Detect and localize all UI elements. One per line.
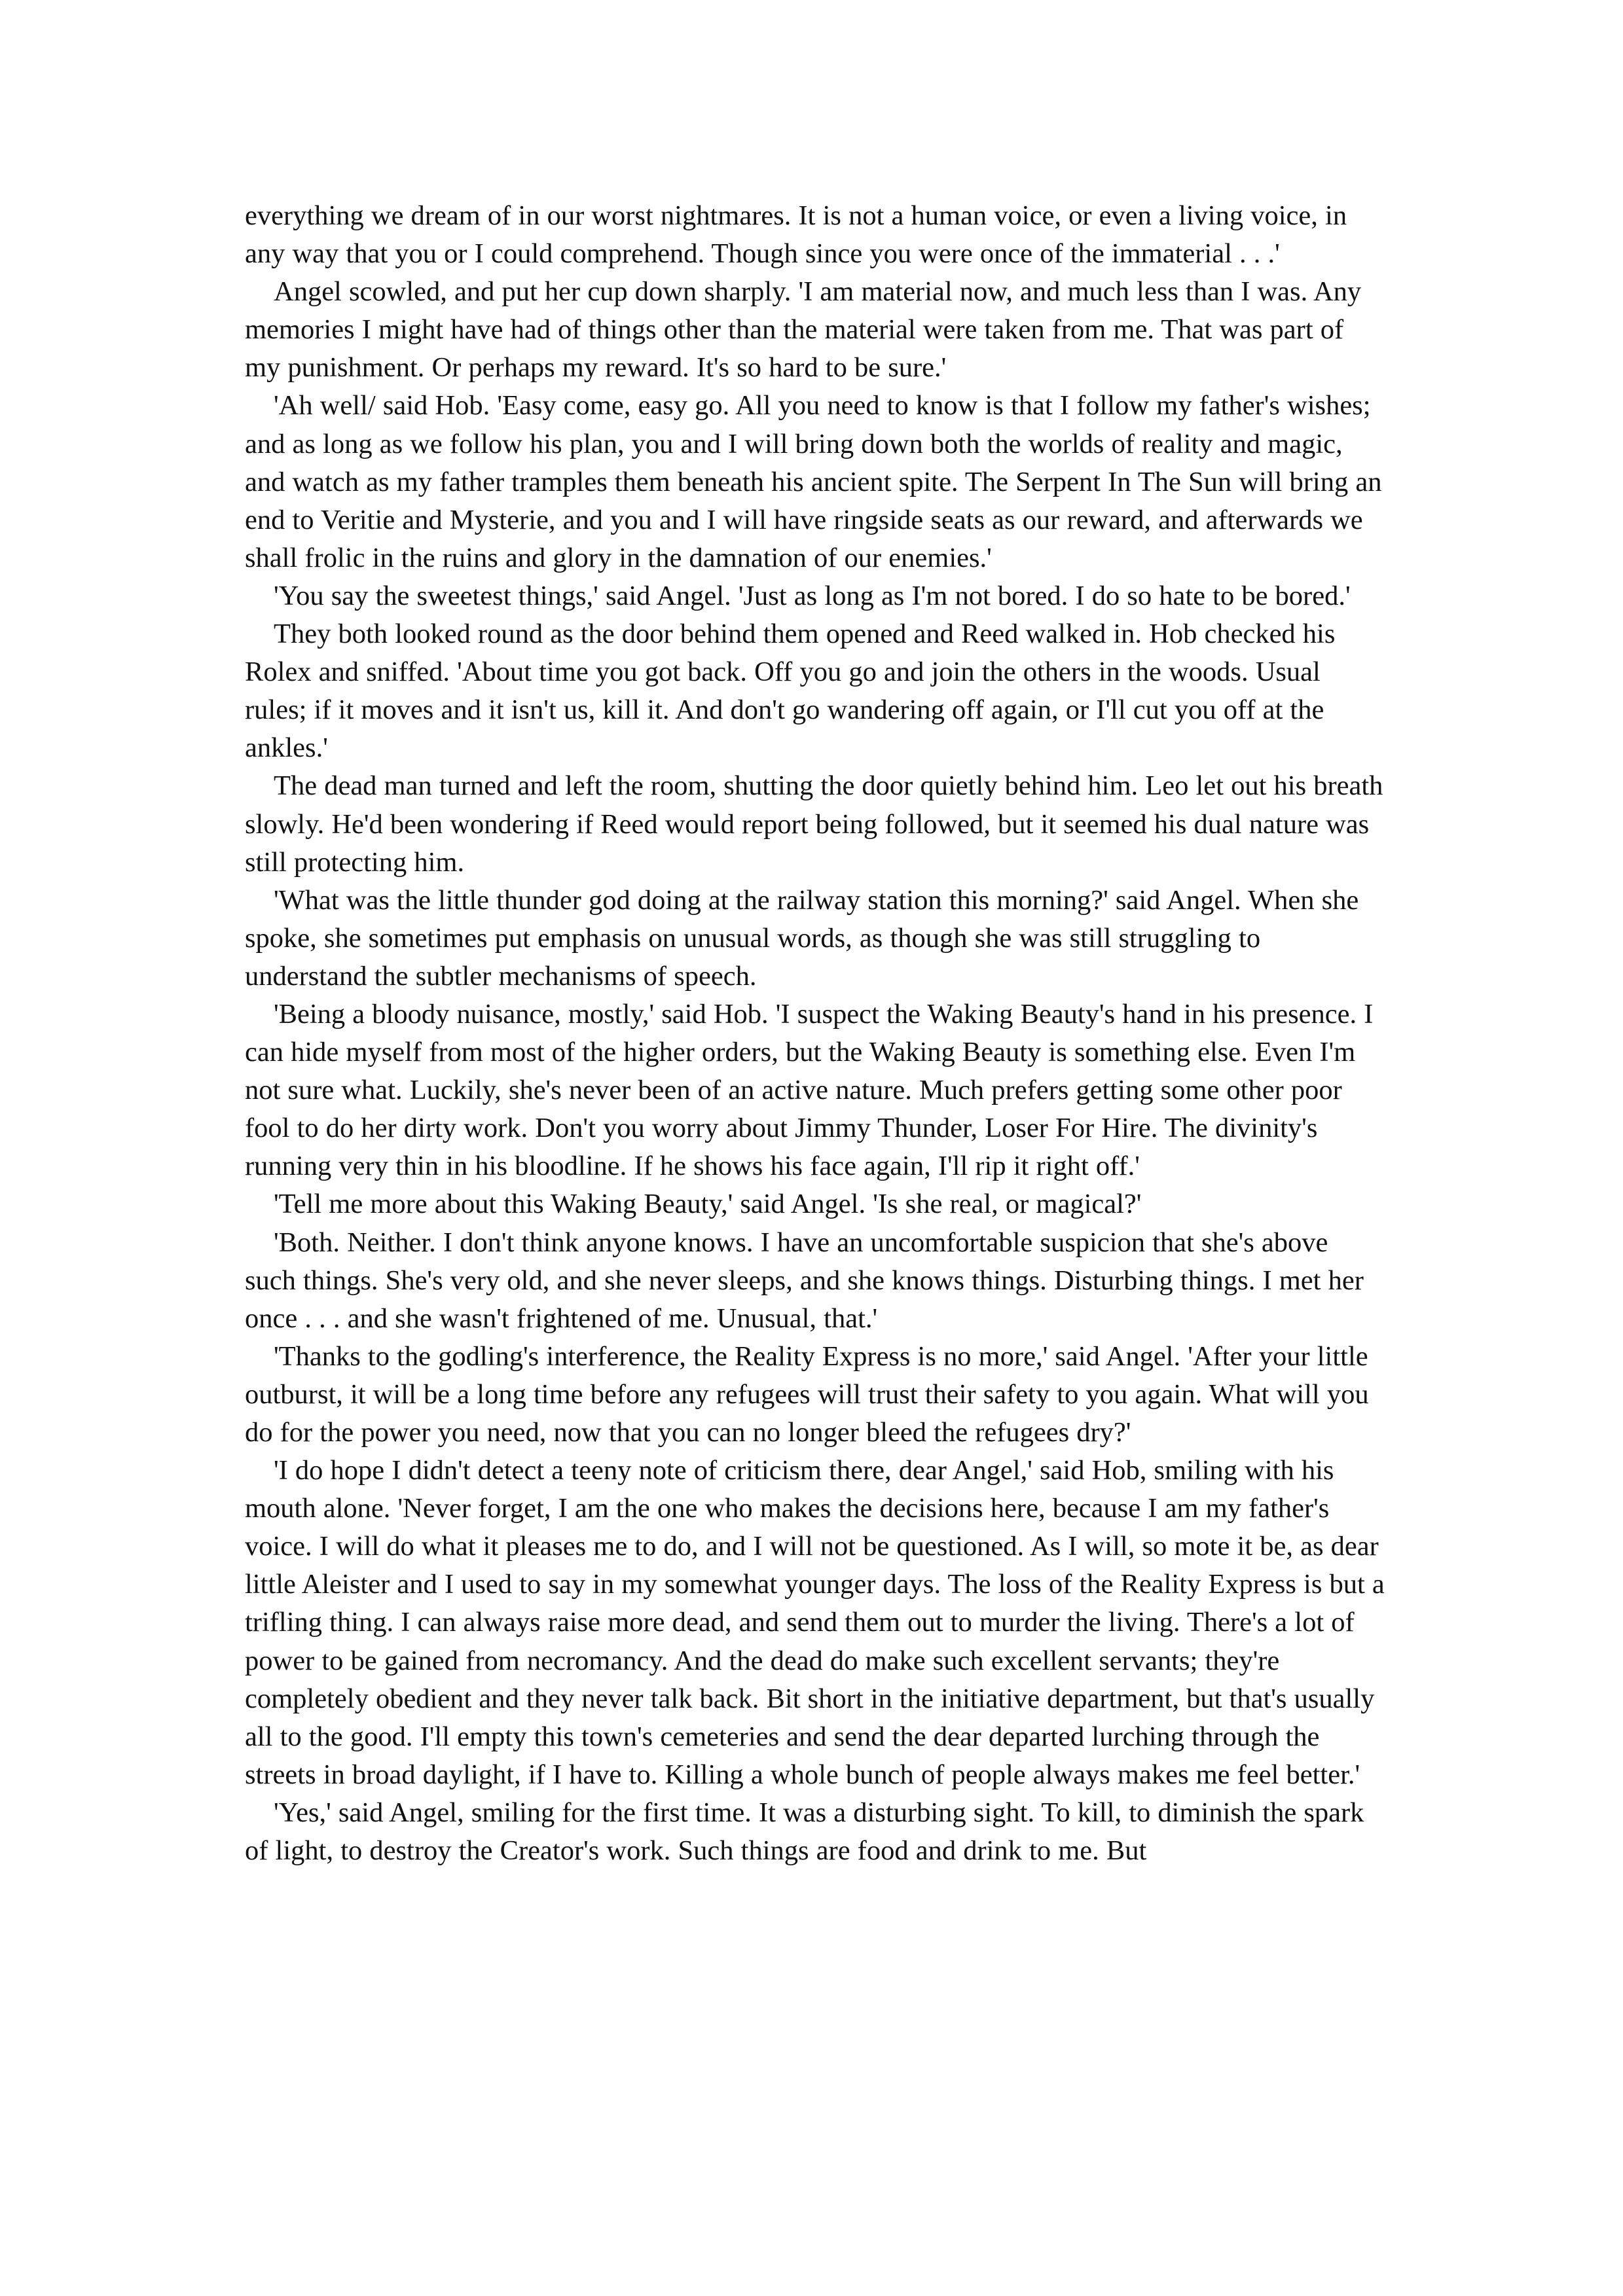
paragraph-6: The dead man turned and left the room, shutting the door quietly behind him. Leo let out his breath slowly. He'd been wondering if Reed would report being followed, but it seemed his dual nature was still protecting him. <box>245 770 1383 878</box>
paragraph-10: 'Both. Neither. I don't think anyone knows. I have an uncomfortable suspicion that she's above such things. She's very old, and she never sleeps, and she knows things. Disturbing things. I met her once . . . and she wasn't frightened of me. Unusual, that.' <box>245 1227 1364 1334</box>
paragraph-2: Angel scowled, and put her cup down sharply. 'I am material now, and much less than I was. Any memories I might have had of things other than the material were taken from me. That was part of my punishment. Or perhaps my reward. It's so hard to be sure.' <box>245 276 1362 384</box>
paragraph-3: 'Ah well/ said Hob. 'Easy come, easy go. All you need to know is that I follow my father's wishes; and as long as we follow his plan, you and I will bring down both the worlds of reality and magic, and watch as my father tramples them beneath his ancient spite. The Serpent In The Sun will bring an end to Veritie and Mysterie, and you and I will have ringside seats as our reward, and afterwards we shall frolic in the ruins and glory in the damnation of our enemies.' <box>245 390 1382 573</box>
paragraph-8: 'Being a bloody nuisance, mostly,' said Hob. 'I suspect the Waking Beauty's hand in his presence. I can hide myself from most of the higher orders, but the Waking Beauty is something else. Even I'm not sure what. Luckily, she's never been of an active nature. Much prefers getting some other poor fool to do her dirty work. Don't you worry about Jimmy Thunder, Loser For Hire. The divinity's running very thin in his bloodline. If he shows his face again, I'll rip it right off.' <box>245 998 1374 1182</box>
paragraph-12: 'I do hope I didn't detect a teeny note of criticism there, dear Angel,' said Hob, smiling with his mouth alone. 'Never forget, I am the one who makes the decisions here, because I am my father's voice. I will do what it pleases me to do, and I will not be questioned. As I will, so mote it be, as dear little Aleister and I used to say in my somewhat younger days. The loss of the Reality Express is but a trifling thing. I can always raise more dead, and send them out to murder the living. There's a lot of power to be gained from necromancy. And the dead do make such excellent servants; they're completely obedient and they never talk back. Bit short in the initiative department, but that's usually all to the good. I'll empty this town's cemeteries and send the dear departed lurching through the streets in broad daylight, if I have to. Killing a whole bunch of people always makes me feel better.' <box>245 1455 1385 1790</box>
paragraph-13: 'Yes,' said Angel, smiling for the first time. It was a disturbing sight. To kill, to diminish the spark of light, to destroy the Creator's work. Such things are food and drink to me. But <box>245 1797 1364 1867</box>
paragraph-5: They both looked round as the door behind them opened and Reed walked in. Hob checked his Rolex and sniffed. 'About time you got back. Off you go and join the others in the woods. Usual rules; if it moves and it isn't us, kill it. And don't go wandering off again, or I'll cut you off at the ankles.' <box>245 619 1336 764</box>
paragraph-4: 'You say the sweetest things,' said Angel. 'Just as long as I'm not bored. I do so hate to be bored.' <box>274 580 1351 611</box>
paragraph-11: 'Thanks to the godling's interference, the Reality Express is no more,' said Angel. 'After your little outburst, it will be a long time before any refugees will trust their safety to you again. What will you do for the power you need, now that you can no longer bleed the refugees dry?' <box>245 1340 1369 1448</box>
paragraph-1: everything we dream of in our worst nightmares. It is not a human voice, or even a living voice, in any way that you or I could comprehend. Though since you were once of the immaterial . . .' <box>245 200 1347 270</box>
paragraph-9: 'Tell me more about this Waking Beauty,' said Angel. 'Is she real, or magical?' <box>274 1189 1142 1220</box>
body-text <box>245 197 1385 1870</box>
paragraph-7: 'What was the little thunder god doing at the railway station this morning?' said Angel. When she spoke, she sometimes put emphasis on unusual words, as though she was still struggling to understand the subtler mechanisms of speech. <box>245 884 1359 992</box>
